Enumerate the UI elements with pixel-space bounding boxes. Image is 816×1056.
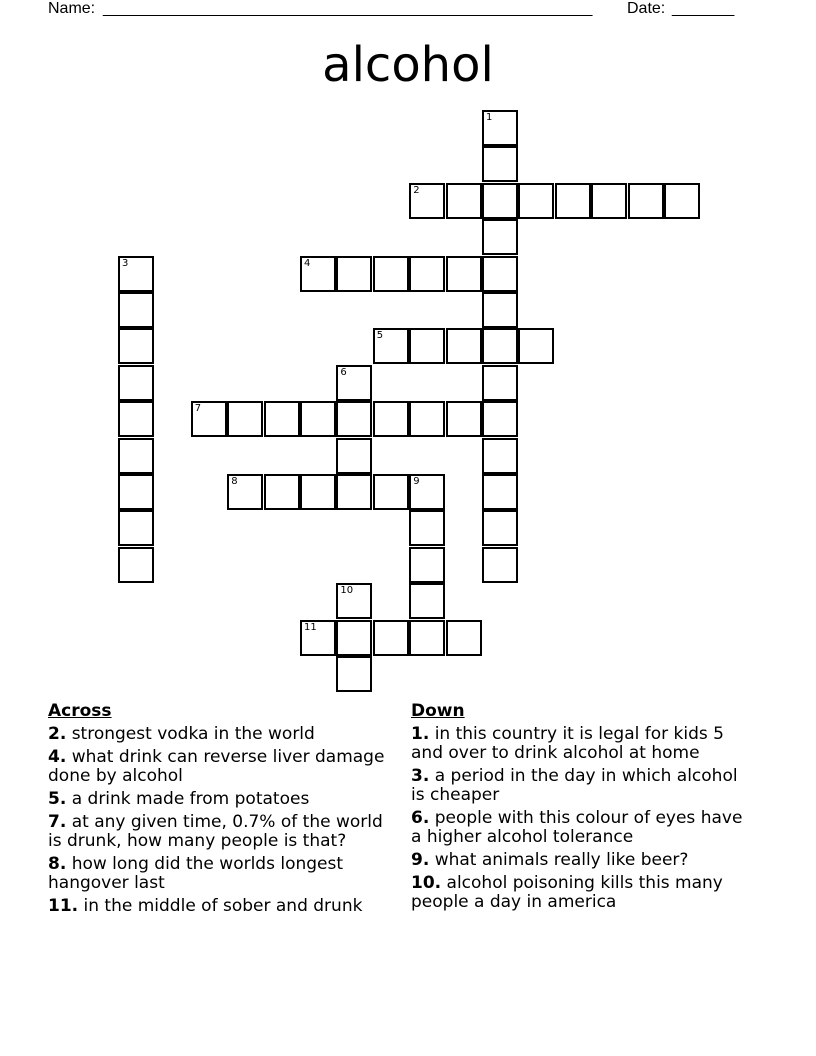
crossword-cell[interactable] — [482, 328, 518, 364]
crossword-cell[interactable] — [409, 474, 445, 510]
clue-item — [48, 790, 388, 809]
crossword-cell[interactable] — [373, 474, 409, 510]
crossword-cell[interactable] — [482, 256, 518, 292]
crossword-cell[interactable] — [482, 547, 518, 583]
crossword-cell[interactable] — [264, 474, 300, 510]
down-heading: Down — [411, 701, 465, 721]
crossword-cell[interactable] — [118, 292, 154, 328]
down-clues — [411, 702, 756, 916]
crossword-cell[interactable] — [118, 438, 154, 474]
clue-text: a drink made from potatoes — [66, 789, 310, 809]
crossword-cell[interactable] — [482, 510, 518, 546]
crossword-cell[interactable] — [518, 183, 554, 219]
crossword-cell[interactable] — [591, 183, 627, 219]
crossword-cell[interactable] — [409, 183, 445, 219]
crossword-cell[interactable] — [264, 401, 300, 437]
puzzle-title: alcohol — [322, 37, 494, 93]
crossword-cell[interactable] — [118, 365, 154, 401]
name-blank-line[interactable]: _______________________________________________________ — [103, 0, 593, 17]
crossword-cell[interactable] — [409, 401, 445, 437]
cell-number: 8 — [231, 476, 238, 487]
cell-number: 4 — [304, 257, 311, 269]
clue-number: 8. — [48, 854, 67, 874]
crossword-cell[interactable] — [336, 365, 372, 401]
clue-text: in the middle of sober and drunk — [78, 896, 363, 916]
clue-item — [411, 809, 756, 847]
clue-item — [411, 767, 756, 805]
clue-number: 1. — [411, 724, 430, 744]
clue-number: 2. — [48, 724, 67, 744]
clue-number: 9. — [411, 850, 430, 870]
across-clues — [48, 702, 388, 920]
crossword-cell[interactable] — [555, 183, 591, 219]
clue-text: a period in the day in which alcohol is cheaper — [411, 766, 738, 805]
crossword-cell[interactable] — [300, 620, 336, 656]
cell-number: 3 — [122, 257, 129, 269]
crossword-cell[interactable] — [446, 256, 482, 292]
crossword-cell[interactable] — [409, 583, 445, 619]
crossword-cell[interactable] — [300, 474, 336, 510]
clue-item — [411, 874, 756, 912]
clue-item — [48, 725, 388, 744]
clue-item — [48, 748, 388, 786]
date-label: Date: — [627, 0, 666, 17]
crossword-cell[interactable] — [373, 256, 409, 292]
clue-item — [411, 851, 756, 870]
clue-number: 10. — [411, 873, 442, 893]
crossword-cell[interactable] — [409, 256, 445, 292]
crossword-cell[interactable] — [446, 401, 482, 437]
clue-text: in this country it is legal for kids 5 and over to drink alcohol at home — [411, 724, 724, 763]
cell-number: 11 — [304, 621, 317, 633]
crossword-cell[interactable] — [118, 328, 154, 364]
crossword-cell[interactable] — [336, 438, 372, 474]
clue-number: 11. — [48, 896, 79, 916]
clue-text: how long did the worlds longest hangover last — [48, 854, 344, 893]
crossword-cell[interactable] — [373, 328, 409, 364]
crossword-cell[interactable] — [373, 620, 409, 656]
crossword-cell[interactable] — [409, 620, 445, 656]
crossword-cell[interactable] — [664, 183, 700, 219]
clue-item — [48, 855, 388, 893]
date-blank-line[interactable]: _______ — [672, 0, 735, 17]
cell-number: 6 — [340, 366, 347, 378]
crossword-cell[interactable] — [446, 328, 482, 364]
crossword-cell[interactable] — [409, 547, 445, 583]
clue-number: 5. — [48, 789, 67, 809]
crossword-cell[interactable] — [409, 328, 445, 364]
crossword-cell[interactable] — [446, 620, 482, 656]
clue-text: strongest vodka in the world — [66, 724, 315, 744]
crossword-cell[interactable] — [118, 510, 154, 546]
crossword-cell[interactable] — [336, 656, 372, 692]
cell-number: 9 — [413, 476, 420, 487]
clue-item — [411, 725, 756, 763]
clue-number: 4. — [48, 747, 67, 767]
crossword-cell[interactable] — [446, 183, 482, 219]
crossword-cell[interactable] — [482, 401, 518, 437]
crossword-cell[interactable] — [482, 365, 518, 401]
crossword-cell[interactable] — [191, 401, 227, 437]
crossword-cell[interactable] — [482, 183, 518, 219]
crossword-cell[interactable] — [518, 328, 554, 364]
crossword-cell[interactable] — [628, 183, 664, 219]
cell-number: 5 — [376, 330, 384, 342]
clue-text: people with this colour of eyes have a higher alcohol tolerance — [411, 808, 743, 847]
crossword-cell[interactable] — [409, 510, 445, 546]
crossword-cell[interactable] — [118, 401, 154, 437]
crossword-cell[interactable] — [336, 401, 372, 437]
cell-number: 2 — [413, 184, 420, 196]
crossword-cell[interactable] — [482, 219, 518, 255]
crossword-cell[interactable] — [300, 256, 336, 292]
clue-number: 3. — [411, 766, 430, 786]
cell-number: 7 — [194, 403, 202, 415]
crossword-cell[interactable] — [227, 474, 263, 510]
clue-text: alcohol poisoning kills this many people a day in america — [411, 873, 723, 912]
clue-item — [48, 813, 388, 851]
name-label: Name: — [48, 0, 96, 17]
crossword-cell[interactable] — [118, 474, 154, 510]
crossword-cell[interactable] — [336, 583, 372, 619]
crossword-cell[interactable] — [118, 256, 154, 292]
crossword-cell[interactable] — [336, 620, 372, 656]
cell-number: 1 — [486, 112, 493, 123]
down-clue-list — [411, 725, 756, 912]
clue-number: 6. — [411, 808, 430, 828]
across-heading: Across — [48, 701, 112, 721]
crossword-cell[interactable] — [373, 401, 409, 437]
crossword-cell[interactable] — [482, 474, 518, 510]
crossword-cell[interactable] — [336, 474, 372, 510]
clue-number: 7. — [48, 812, 67, 832]
clue-text: what animals really like beer? — [429, 850, 689, 870]
clue-item — [48, 897, 388, 916]
clue-text: what drink can reverse liver damage done by alcohol — [48, 747, 385, 786]
crossword-cell[interactable] — [227, 401, 263, 437]
crossword-cell[interactable] — [482, 146, 518, 182]
crossword-cell[interactable] — [482, 438, 518, 474]
clue-text: at any given time, 0.7% of the world is drunk, how many people is that? — [48, 812, 383, 851]
crossword-cell[interactable] — [336, 256, 372, 292]
crossword-cell[interactable] — [482, 110, 518, 146]
crossword-cell[interactable] — [118, 547, 154, 583]
cell-number: 10 — [340, 585, 354, 597]
crossword-cell[interactable] — [300, 401, 336, 437]
crossword-cell[interactable] — [482, 292, 518, 328]
across-clue-list — [48, 725, 388, 916]
